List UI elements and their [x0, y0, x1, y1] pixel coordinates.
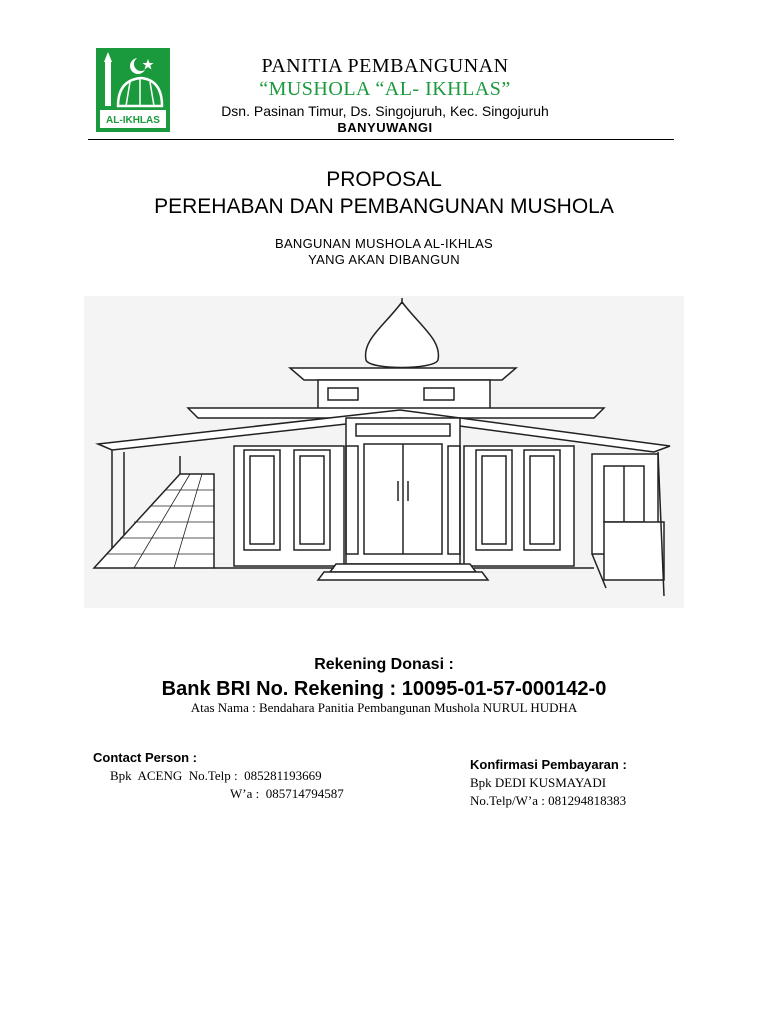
bank-account-number: Bank BRI No. Rekening : 10095-01-57-000142-0	[161, 678, 607, 700]
drawing-caption-line1: BANGUNAN MUSHOLA AL-IKHLAS	[274, 236, 494, 251]
confirmation-contact-name: Bpk DEDI KUSMAYADI	[470, 775, 607, 790]
proposal-title: PROPOSAL	[326, 168, 442, 191]
proposal-subject: PEREHABAN DAN PEMBANGUNAN MUSHOLA	[154, 195, 614, 218]
drawing-caption-line2: YANG AKAN DIBANGUN	[308, 252, 460, 267]
header-divider	[88, 139, 674, 140]
payment-confirmation-label: Konfirmasi Pembayaran :	[470, 757, 627, 772]
committee-title: PANITIA PEMBANGUNAN	[261, 55, 509, 77]
mushola-logo	[96, 48, 170, 132]
confirmation-contact-phone: No.Telp/W’a : 081294818383	[470, 793, 627, 808]
city: BANYUWANGI	[337, 120, 433, 135]
mosque-building-sketch	[84, 296, 684, 608]
address: Dsn. Pasinan Timur, Ds. Singojuruh, Kec. Singojuruh	[221, 103, 549, 119]
donation-account-label: Rekening Donasi :	[314, 656, 454, 673]
contact-person-label: Contact Person :	[93, 750, 198, 765]
contact-phone: Bpk ACENG No.Telp : 085281193669	[110, 768, 322, 783]
mushola-name: “MUSHOLA “AL- IKHLAS”	[259, 78, 511, 100]
svg-text:AL-IKHLAS: AL-IKHLAS	[106, 115, 160, 126]
contact-whatsapp: W’a : 085714794587	[230, 786, 344, 801]
account-holder: Atas Nama : Bendahara Panitia Pembangunan Mushola NURUL HUDHA	[190, 700, 578, 715]
